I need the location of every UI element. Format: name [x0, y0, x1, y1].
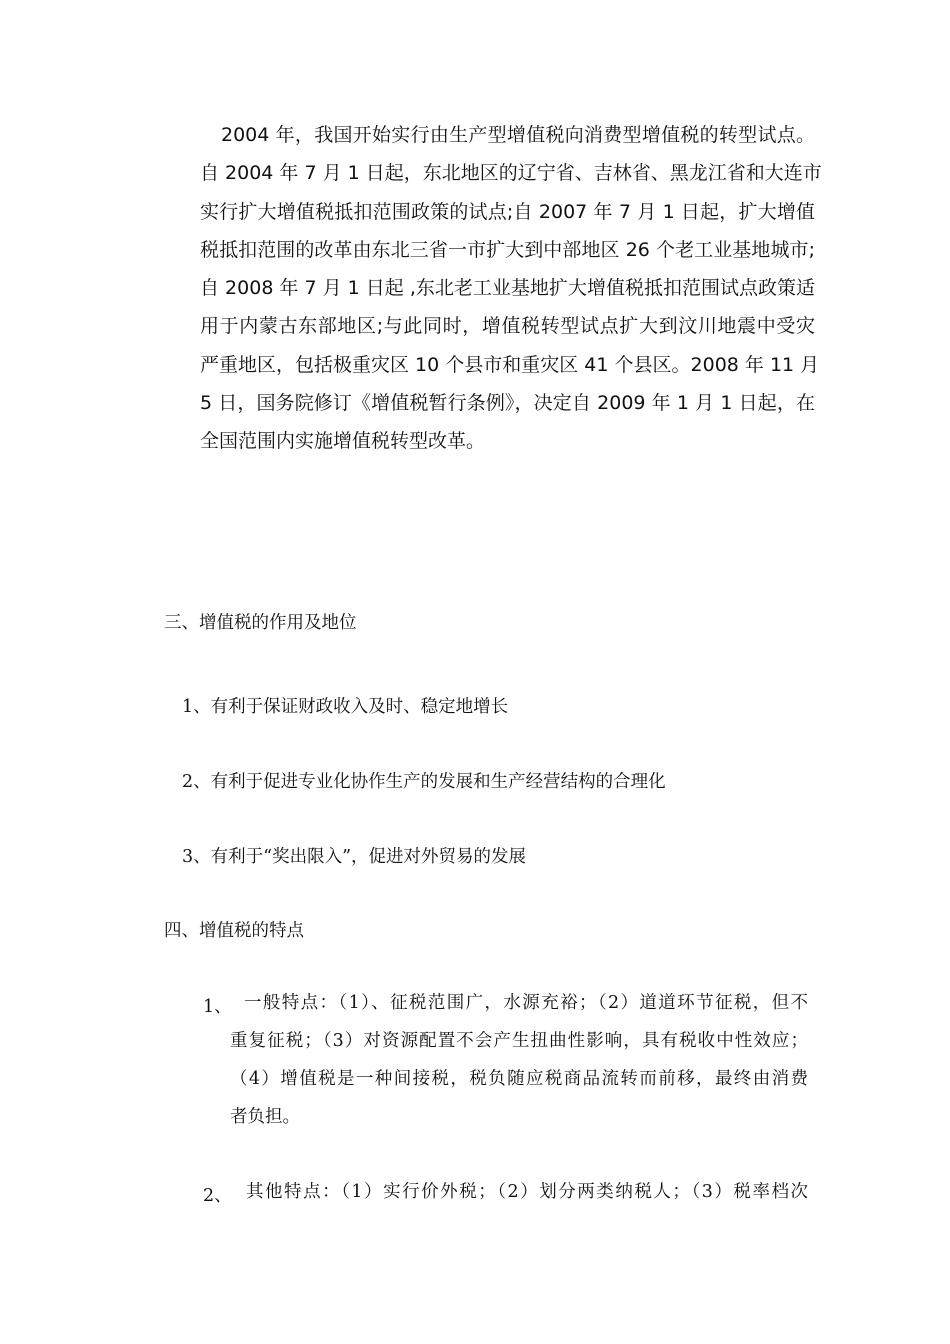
paragraph-line: 税抵扣范围的改革由东北三省一市扩大到中部地区 26 个老工业基地城市; — [200, 238, 815, 261]
paragraph-line: 2004 年，我国开始实行由生产型增值税向消费型增值税的转型试点。 — [221, 124, 815, 146]
paragraph-line: 自 2008 年 7 月 1 日起 ,东北老工业基地扩大增值税抵扣范围试点政策适 — [200, 277, 815, 300]
feature-line: （4）增值税是一种间接税，税负随应税商品流转而前移，最终由消费 — [230, 1069, 808, 1089]
feature-line: 者负担。 — [230, 1107, 300, 1127]
section-heading-3: 三、增值税的作用及地位 — [164, 613, 357, 633]
list-item: 1、有利于保证财政收入及时、稳定地增长 — [182, 697, 509, 717]
section-heading-4: 四、增值税的特点 — [164, 921, 304, 941]
feature-other — [246, 1173, 808, 1211]
paragraph-line: 实行扩大增值税抵扣范围政策的试点;自 2007 年 7 月 1 日起，扩大增值 — [200, 200, 815, 223]
paragraph-line: 5 日，国务院修订《增值税暂行条例》，决定自 2009 年 1 月 1 日起，在 — [200, 392, 815, 415]
paragraph-line: 自 2004 年 7 月 1 日起，东北地区的辽宁省、吉林省、黑龙江省和大连市 — [200, 162, 822, 185]
feature-line: 一般特点：（1）、征税范围广，水源充裕；（2）道道环节征税，但不 — [244, 993, 808, 1013]
feature-general — [230, 984, 808, 1136]
feature-number: 2、 — [203, 1186, 232, 1206]
paragraph-line: 全国范围内实施增值税转型改革。 — [200, 430, 486, 453]
list-item: 2、有利于促进专业化协作生产的发展和生产经营结构的合理化 — [182, 772, 666, 792]
paragraph-line: 用于内蒙古东部地区;与此同时，增值税转型试点扩大到汶川地震中受灾 — [200, 315, 815, 338]
feature-line: 其他特点：（1）实行价外税；（2）划分两类纳税人；（3）税率档次 — [246, 1182, 808, 1202]
list-item: 3、有利于“奖出限入”，促进对外贸易的发展 — [182, 847, 527, 867]
intro-paragraph — [200, 116, 822, 461]
feature-line: 重复征税；（3）对资源配置不会产生扭曲性影响，具有税收中性效应； — [230, 1031, 808, 1051]
paragraph-line: 严重地区，包括极重灾区 10 个县市和重灾区 41 个县区。2008 年 11 月 — [200, 353, 820, 376]
feature-number: 1、 — [203, 997, 232, 1017]
